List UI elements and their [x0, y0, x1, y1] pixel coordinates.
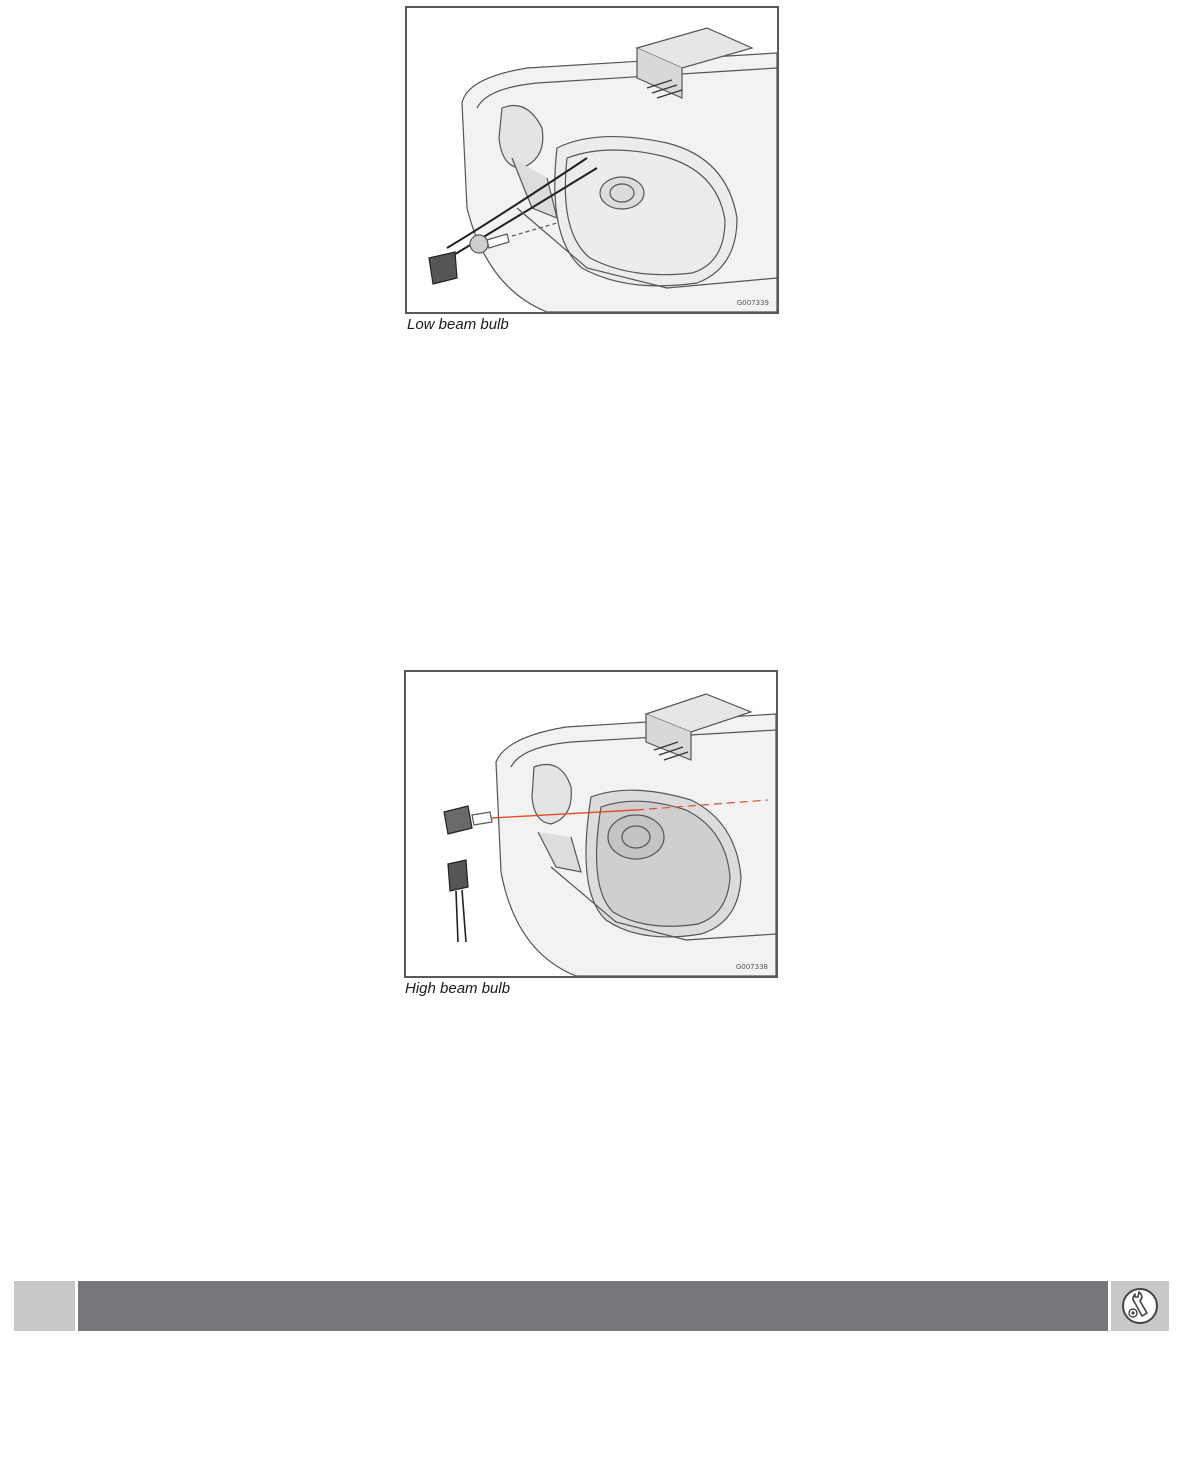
footer-left-block — [14, 1281, 75, 1331]
high-beam-figure — [404, 670, 778, 978]
low-beam-figure — [405, 6, 779, 314]
footer-icon-block — [1111, 1281, 1169, 1331]
figure-caption: Low beam bulb — [407, 316, 509, 333]
figure-code: G007339 — [736, 299, 769, 307]
low-beam-illustration — [407, 8, 777, 312]
figure-code: G007338 — [735, 963, 768, 971]
wrench-icon — [1120, 1286, 1160, 1326]
figure-caption: High beam bulb — [405, 980, 511, 997]
footer-bar — [78, 1281, 1108, 1331]
high-beam-illustration — [406, 672, 776, 976]
